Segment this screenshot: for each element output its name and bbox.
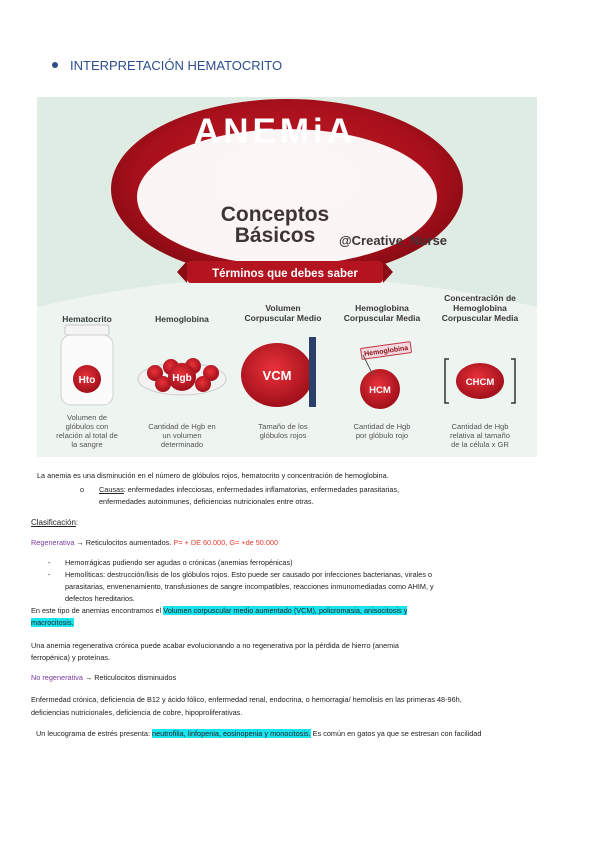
- item-hematocrito-desc-3: relación al total de: [56, 431, 118, 440]
- item-hcm-desc-2: por glóbulo rojo: [355, 431, 409, 440]
- item-hcm-icon-tag: Hemoglobina: [363, 344, 409, 359]
- clasificacion-label: Clasificación: [31, 518, 76, 527]
- causes-line-1: [99, 484, 399, 496]
- regen-values: P= + DE 60.000, G= +de 50.000: [173, 538, 279, 547]
- nonregen-arrow-icon: →: [82, 673, 95, 682]
- regen-bullet-2-line-2: parasitarias, envenenamiento, transfusiones de sangre incompatibles, reacciones inmunomediadas como AHIM, y: [65, 582, 434, 591]
- regen-para2-line-2: ferropénica) y proteínas.: [31, 653, 111, 662]
- item-vcm-heading-2: Corpuscular Medio: [244, 313, 322, 323]
- item-chcm-desc-1: Cantidad de Hgb: [451, 422, 509, 431]
- dash-2: -: [48, 570, 51, 579]
- regen-para1-start: En este tipo de anemias encontramos el: [31, 606, 164, 615]
- regen-bullet-1-text: Hemorrágicas pudiendo ser agudas o crónicas (anemias ferropénicas): [65, 558, 293, 567]
- item-hemoglobina-heading: Hemoglobina: [155, 314, 209, 324]
- poster-title: ANEMiA: [193, 112, 357, 151]
- bullet-icon: [52, 62, 58, 68]
- causes-text-2: enfermedades autoinmunes, deficiencias nutricionales entre otras.: [99, 497, 314, 506]
- item-hemoglobina-desc-2: un volumen: [162, 431, 202, 440]
- section-heading: [52, 58, 282, 73]
- anemia-infographic: [37, 97, 537, 457]
- regen-para1-line-2: [31, 617, 74, 629]
- nonregen-label: No regenerativa: [31, 673, 83, 682]
- stress-start: Un leucograma de estrés presenta:: [36, 729, 153, 738]
- section-heading-text: INTERPRETACIÓN HEMATOCRITO: [70, 58, 283, 73]
- item-vcm-desc-2: glóbulos rojos: [259, 431, 307, 440]
- poster-subtitle-line1: Conceptos: [220, 203, 330, 226]
- regen-line: [31, 537, 278, 549]
- causes-text-1: : enfermedades infecciosas, enfermedades inflamatorias, enfermedades parasitarias,: [123, 485, 400, 494]
- item-hemoglobina-desc-1: Cantidad de Hgb en: [148, 422, 216, 431]
- causes-bullet: o: [80, 485, 85, 494]
- causes-label: Causas: [99, 485, 124, 494]
- nonregen-line: [31, 672, 176, 684]
- item-hcm-heading-1: Hemoglobina: [355, 303, 409, 313]
- regen-text: Reticulocitos aumentados.: [85, 538, 174, 547]
- item-chcm-desc-3: de la célula x GR: [451, 440, 509, 449]
- regen-para1-highlight-1: Volumen corpuscular medio aumentado (VCM), policromasia, anisocitosis y: [163, 606, 408, 615]
- stress-highlight: neutrofilia, linfopenia, eosinopenia y monocitosis.: [152, 729, 311, 738]
- item-hematocrito-icon-label: Hto: [78, 375, 96, 386]
- regen-bullet-2-line-3: defectos hereditarios.: [65, 594, 135, 603]
- regen-bullet-2: [48, 569, 50, 581]
- item-vcm-icon-label: VCM: [262, 368, 292, 383]
- poster-handle: @Creative_Nurse: [338, 233, 448, 248]
- item-hemoglobina-icon-label: Hgb: [172, 373, 192, 384]
- nonregen-text: Reticulocitos disminuidos: [94, 673, 177, 682]
- stress-end: Es común en gatos ya que se estresan con facilidad: [310, 729, 482, 738]
- item-hemoglobina-desc-3: determinado: [160, 440, 204, 449]
- regen-bullet-2-line-1: Hemolíticas: destrucción/lisis de los glóbulos rojos. Esto puede ser causado por infecciones bacterianas, virales o: [65, 570, 433, 579]
- item-vcm-heading-1: Volumen: [265, 303, 301, 313]
- item-chcm-desc-2: relativa al tamaño: [450, 431, 510, 440]
- regen-para1-highlight-2: macrocitosis.: [31, 618, 74, 627]
- item-chcm-icon-label: CHCM: [465, 377, 495, 388]
- item-chcm-heading-1: Concentración de: [444, 293, 516, 303]
- item-hematocrito-desc-4: la sangre: [71, 440, 103, 449]
- regen-para2-line-1: Una anemia regenerativa crónica puede acabar evolucionando a no regenerativa por la pérdida de hierro (anemia: [31, 641, 399, 650]
- stress-line: [36, 728, 481, 740]
- dash-1: -: [48, 558, 51, 567]
- item-hcm-icon-label: HCM: [369, 385, 391, 396]
- item-chcm-heading-2: Hemoglobina: [453, 303, 507, 313]
- poster-subtitle-line2: Básicos: [234, 224, 316, 247]
- clasificacion-heading: [31, 517, 78, 529]
- nonregen-para-line-1: Enfermedad crónica, deficiencia de B12 y ácido fólico, enfermedad renal, endocrina, o hemorragia/ hemolisis en las primeras 48-96h,: [31, 695, 462, 704]
- regen-label: Regenerativa: [31, 538, 75, 547]
- regen-arrow-icon: →: [74, 538, 86, 547]
- jar-lid: [65, 325, 109, 335]
- banner-text: Términos que debes saber: [212, 268, 358, 280]
- regen-bullet-1: [48, 557, 293, 569]
- item-chcm-heading-3: Corpuscular Media: [441, 313, 519, 323]
- small-cell-icon: [195, 376, 211, 392]
- item-hematocrito-desc-1: Volumen de: [66, 413, 108, 422]
- intro-text: La anemia es una disminución en el número de glóbulos rojos, hematocrito y concentración de hemoglobina.: [37, 471, 389, 480]
- item-hcm-heading-2: Corpuscular Media: [343, 313, 421, 323]
- item-hematocrito-heading: Hematocrito: [62, 314, 112, 324]
- item-hematocrito-desc-2: glóbulos con: [65, 422, 109, 431]
- clasificacion-colon: :: [75, 518, 79, 527]
- ruler-icon: [309, 337, 316, 407]
- item-hcm-desc-1: Cantidad de Hgb: [353, 422, 411, 431]
- regen-para1-line-1: [31, 605, 407, 617]
- nonregen-para-line-2: deficiencias nutricionales, deficiencia de cobre, hipoproliferativas.: [31, 708, 243, 717]
- item-vcm-desc-1: Tamaño de los: [258, 422, 308, 431]
